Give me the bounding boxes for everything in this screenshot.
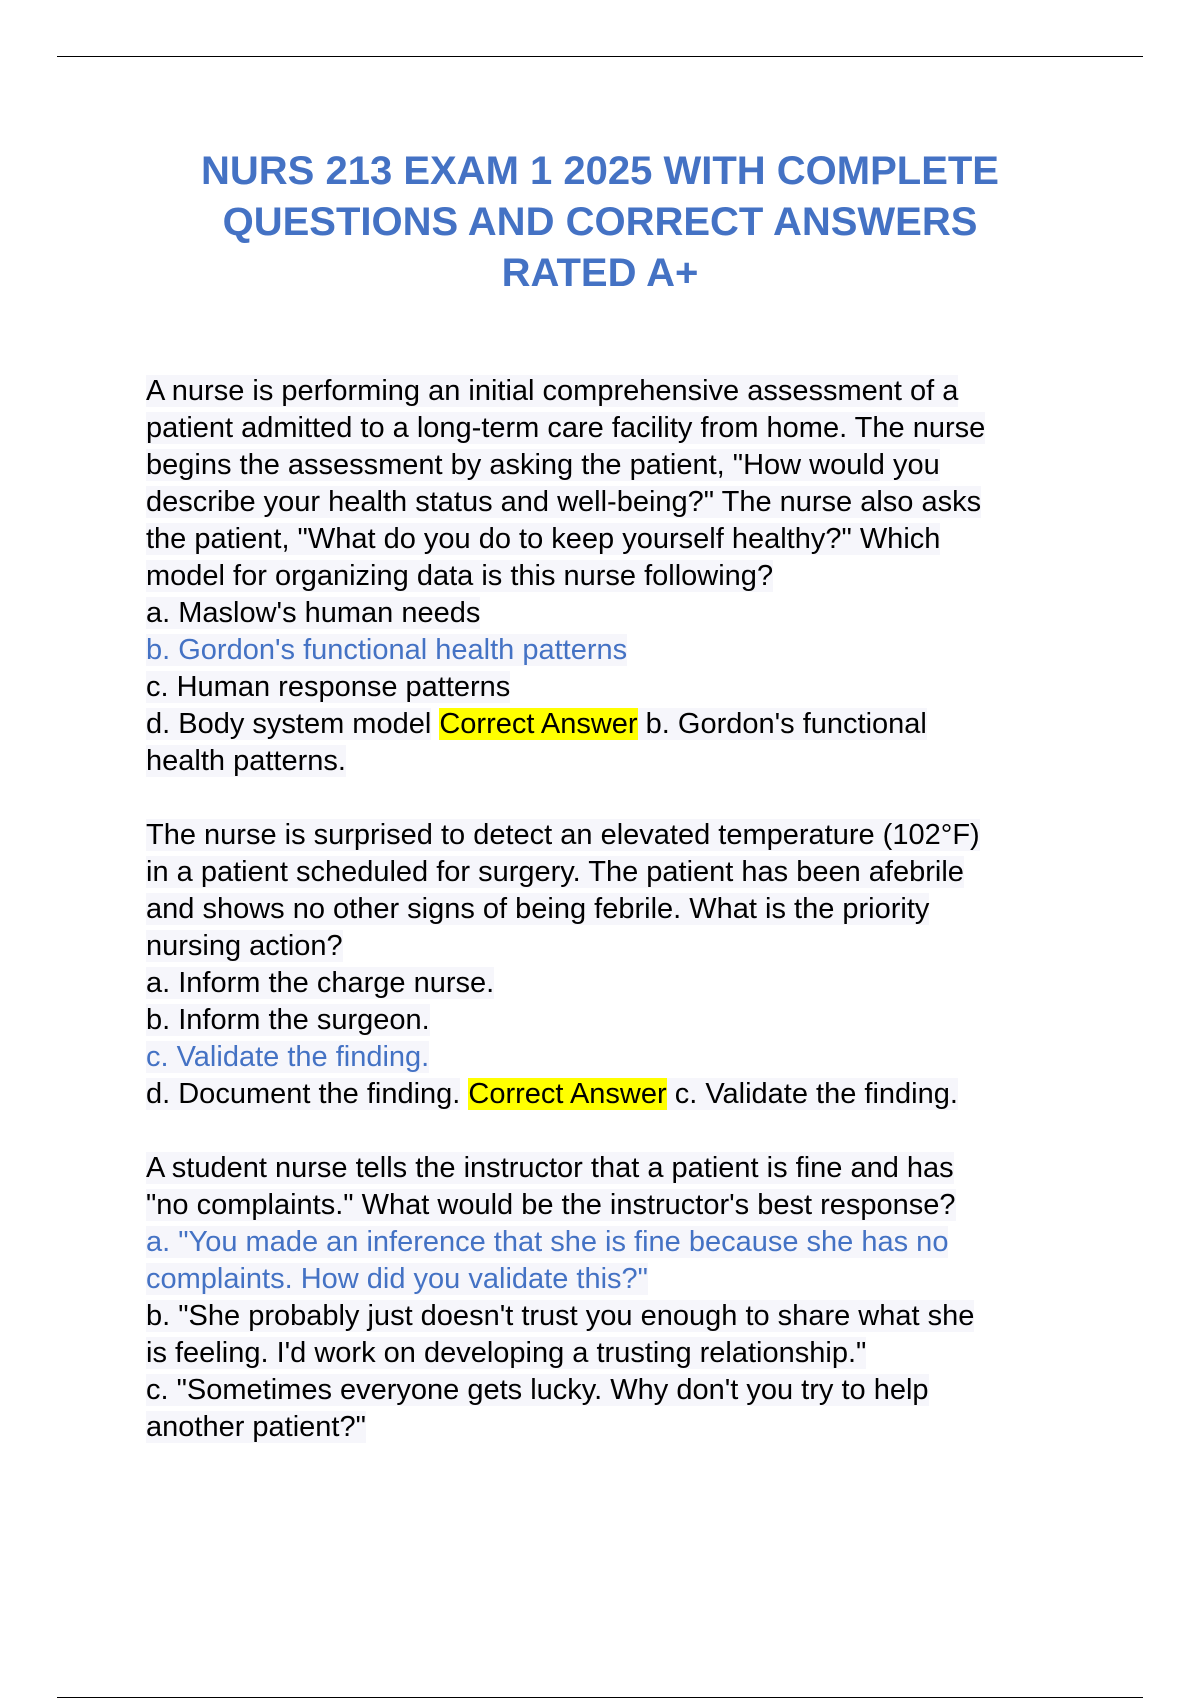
- correct-answer-highlight: Correct Answer: [439, 708, 638, 740]
- question-text-line: in a patient scheduled for surgery. The patient has been afebrile: [146, 856, 964, 888]
- option-d-with-answer: [146, 1076, 1096, 1113]
- question-text-line: the patient, "What do you do to keep yourself healthy?" Which: [146, 523, 941, 555]
- option-a-correct: a. "You made an inference that she is fine because she has no: [146, 1226, 949, 1258]
- top-rule: [57, 56, 1143, 57]
- option-c: c. Human response patterns: [146, 671, 511, 703]
- document-title: [100, 146, 1100, 299]
- question-1: [146, 373, 1096, 780]
- question-3: [146, 1150, 1096, 1446]
- bottom-rule: [57, 1697, 1143, 1698]
- question-text-line: and shows no other signs of being febrile. What is the priority: [146, 893, 930, 925]
- option-d: d. Body system model: [146, 708, 432, 740]
- option-a: a. Inform the charge nurse.: [146, 967, 495, 999]
- question-text-line: "no complaints." What would be the instructor's best response?: [146, 1189, 956, 1221]
- option-b-continued: is feeling. I'd work on developing a trusting relationship.": [146, 1337, 867, 1369]
- correct-answer-highlight: Correct Answer: [468, 1078, 667, 1110]
- question-list: [146, 373, 1096, 1483]
- question-text-line: begins the assessment by asking the patient, "How would you: [146, 449, 940, 481]
- title-line-3: RATED A+: [501, 251, 699, 295]
- option-b: b. "She probably just doesn't trust you enough to share what she: [146, 1300, 975, 1332]
- question-text-line: patient admitted to a long-term care facility from home. The nurse: [146, 412, 986, 444]
- answer-text: b. Gordon's functional: [637, 708, 927, 740]
- question-text-line: describe your health status and well-being?" The nurse also asks: [146, 486, 982, 518]
- title-line-2: QUESTIONS AND CORRECT ANSWERS: [222, 200, 978, 244]
- option-a: a. Maslow's human needs: [146, 597, 481, 629]
- question-text-line: A student nurse tells the instructor that a patient is fine and has: [146, 1152, 954, 1184]
- option-c: c. "Sometimes everyone gets lucky. Why don't you try to help: [146, 1374, 929, 1406]
- title-line-1: NURS 213 EXAM 1 2025 WITH COMPLETE: [201, 149, 999, 193]
- question-text-line: The nurse is surprised to detect an elevated temperature (102°F): [146, 819, 980, 851]
- answer-text: c. Validate the finding.: [666, 1078, 958, 1110]
- answer-text-continued: health patterns.: [146, 745, 346, 777]
- option-d: d. Document the finding.: [146, 1078, 461, 1110]
- option-c-correct: c. Validate the finding.: [146, 1041, 430, 1073]
- question-text-line: A nurse is performing an initial comprehensive assessment of a: [146, 375, 959, 407]
- question-text-line: nursing action?: [146, 930, 343, 962]
- option-b: b. Inform the surgeon.: [146, 1004, 430, 1036]
- question-2: [146, 817, 1096, 1113]
- option-b-correct: b. Gordon's functional health patterns: [146, 634, 628, 666]
- option-c-continued: another patient?": [146, 1411, 366, 1443]
- option-d-with-answer: [146, 706, 1096, 743]
- question-text-line: model for organizing data is this nurse following?: [146, 560, 774, 592]
- option-a-correct-continued: complaints. How did you validate this?": [146, 1263, 648, 1295]
